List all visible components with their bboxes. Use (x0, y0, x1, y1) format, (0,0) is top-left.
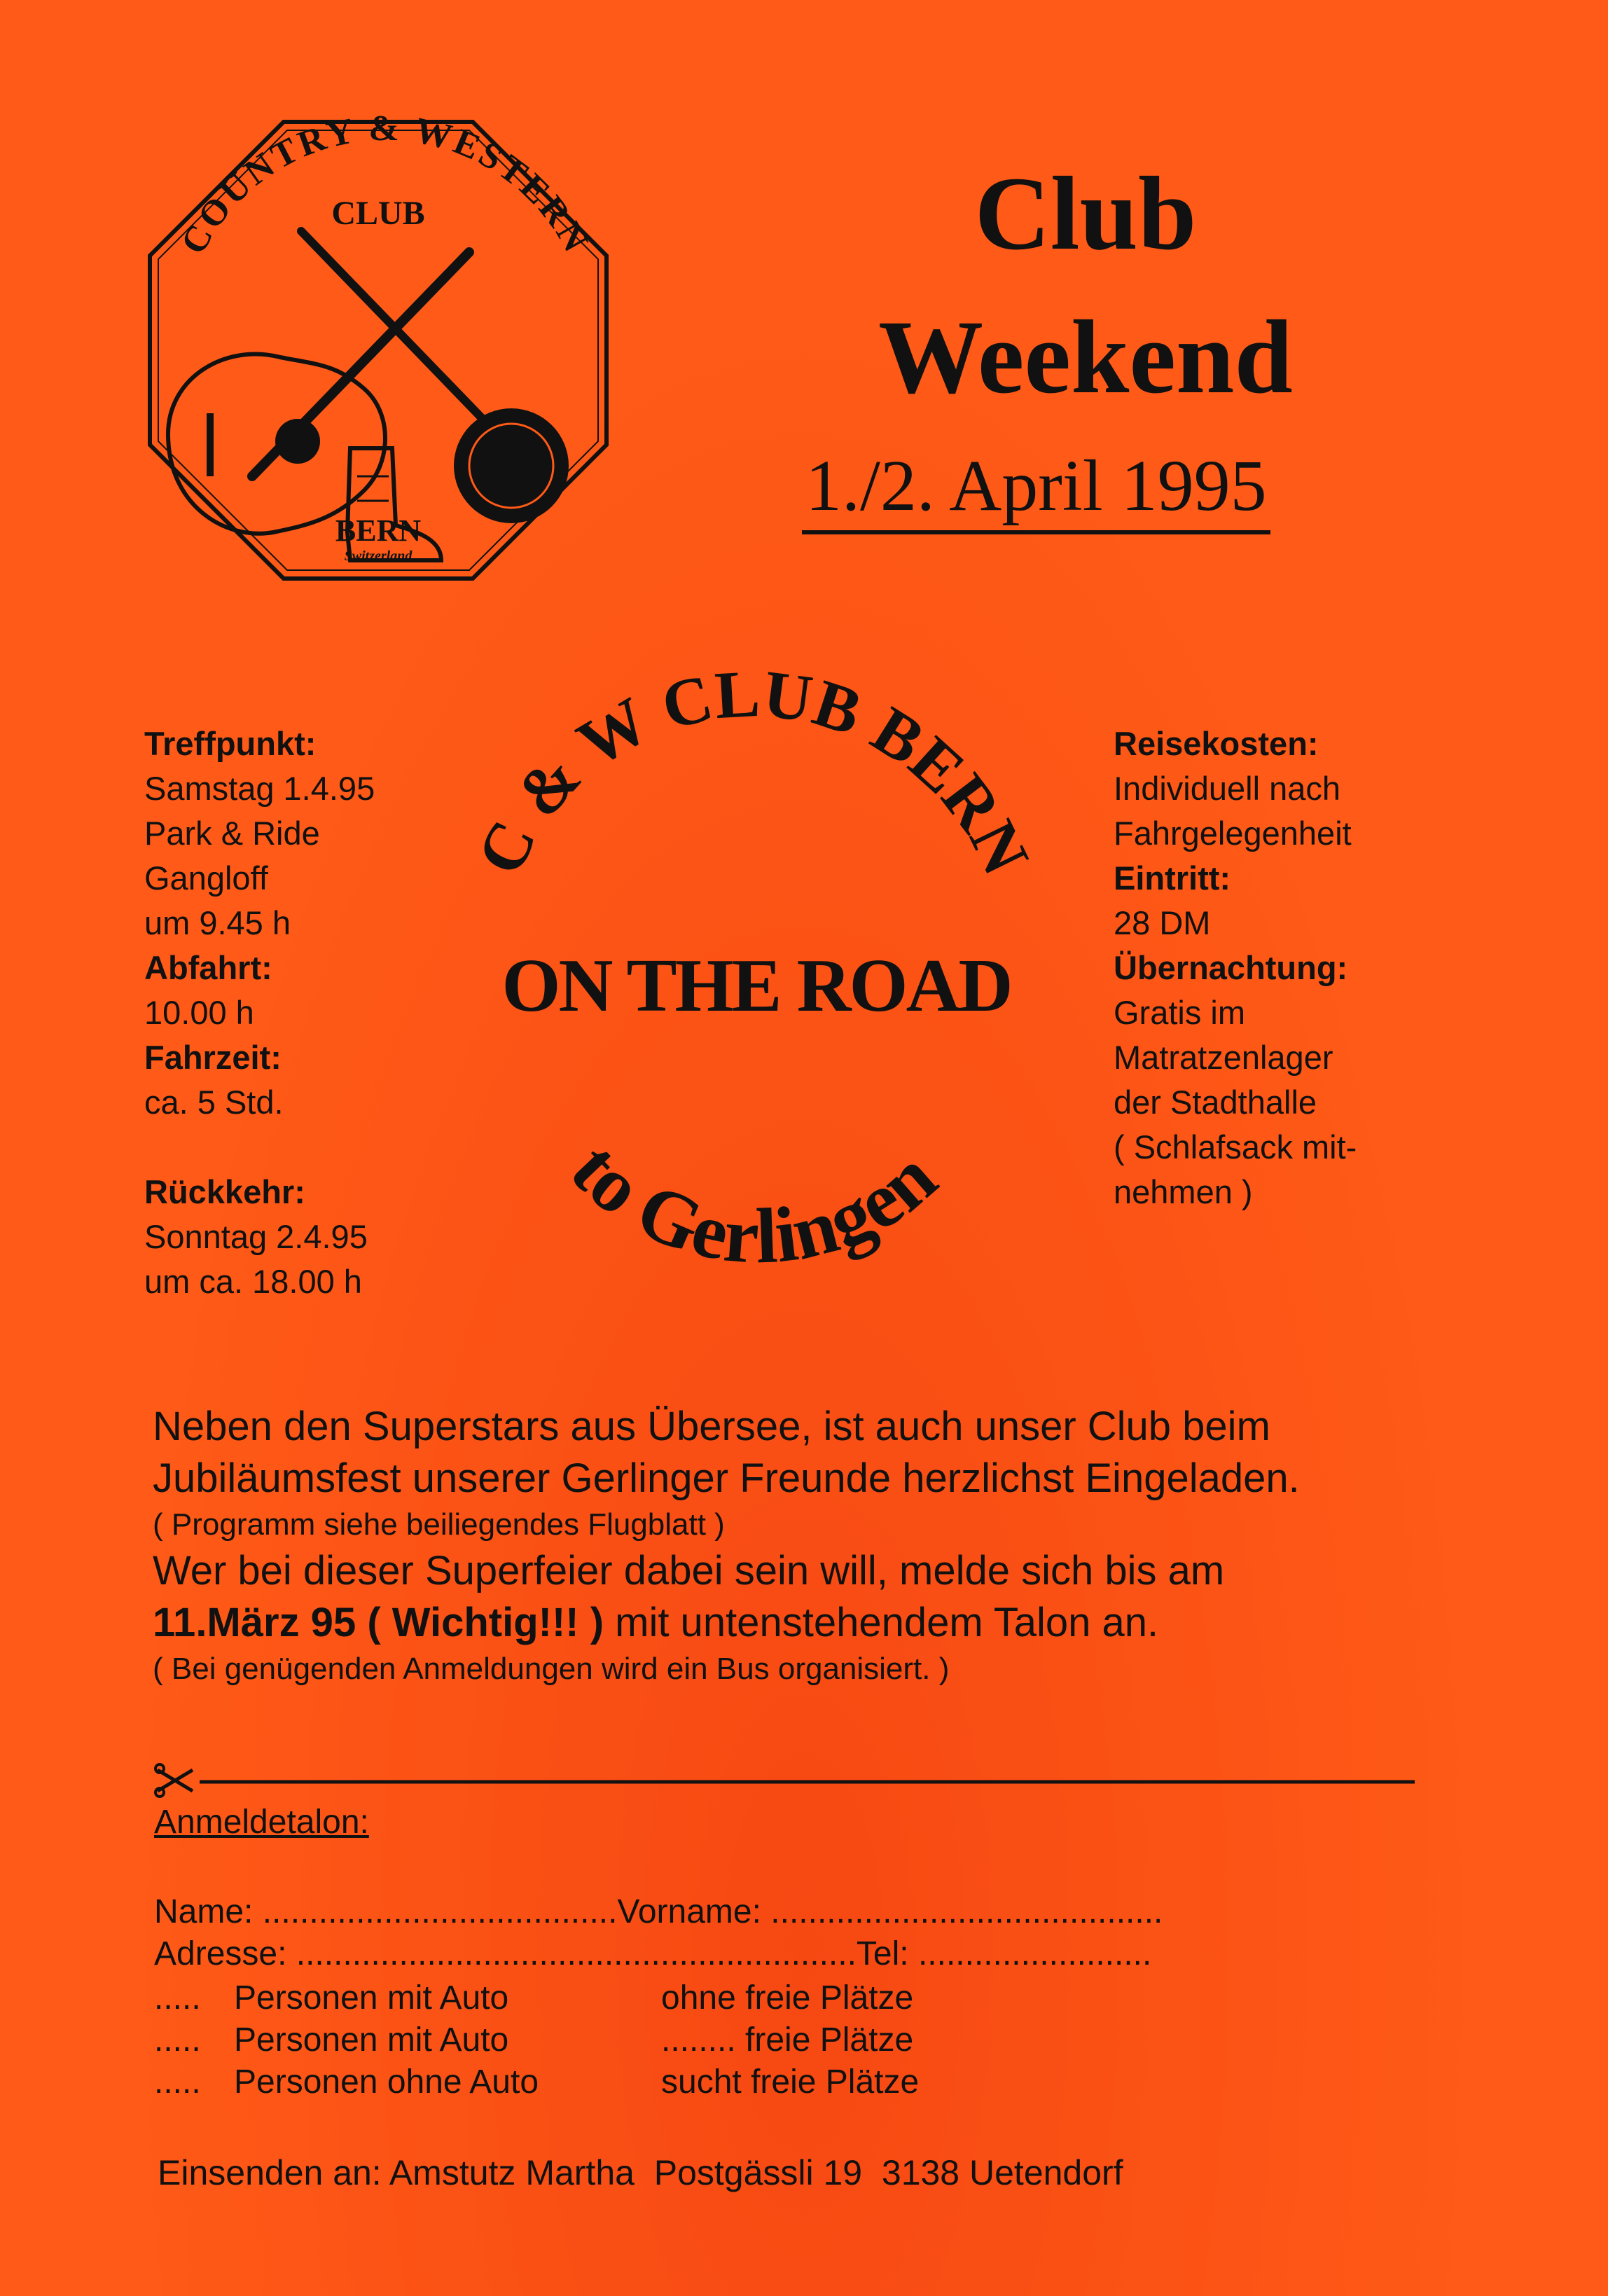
fahrzeit-value: ca. 5 Std. (144, 1084, 284, 1121)
count-blank[interactable]: ..... (154, 2021, 201, 2059)
talon-title: Anmeldetalon: (154, 1804, 369, 1841)
option-row[interactable] (154, 2019, 913, 2061)
treffpunkt-line: Park & Ride (144, 815, 320, 852)
body-note: ( Programm siehe beiliegendes Flugblatt ) (153, 1507, 725, 1542)
reisekosten-label: Reisekosten: (1114, 725, 1319, 762)
uebernachtung-line: nehmen ) (1114, 1173, 1253, 1210)
rueckkehr-line: um ca. 18.00 h (144, 1263, 362, 1300)
option-who: Personen mit Auto (234, 1979, 509, 2017)
treffpunkt-line: Samstag 1.4.95 (144, 770, 375, 807)
reisekosten-line: Fahrgelegenheit (1114, 815, 1352, 852)
emblem-center: ON THE ROAD (501, 944, 1011, 1028)
banjo-icon (454, 408, 569, 523)
right-info (1114, 721, 1478, 1215)
option-seats: sucht freie Plätze (661, 2063, 920, 2101)
treffpunkt-line: Gangloff (144, 859, 268, 897)
body-line: Wer bei dieser Superfeier dabei sein will, melde sich bis am (153, 1548, 1225, 1593)
treffpunkt-label: Treffpunkt: (144, 725, 317, 762)
rueckkehr-line: Sonntag 2.4.95 (144, 1218, 368, 1255)
title-line-2: Weekend (878, 299, 1293, 415)
svg-text:to Gerlingen (554, 1126, 952, 1280)
abfahrt-value: 10.00 h (144, 994, 254, 1031)
abfahrt-label: Abfahrt: (144, 949, 272, 986)
option-row[interactable] (154, 1977, 913, 2019)
invitation-text (153, 1401, 1518, 1689)
body-line: Jubiläumsfest unserer Gerlinger Freunde herzlichst Eingeladen. (153, 1455, 1300, 1501)
body-line: Neben den Superstars aus Übersee, ist auch unser Club beim (153, 1404, 1270, 1449)
option-row[interactable] (154, 2061, 919, 2103)
emblem-arc-bottom: to Gerlingen (554, 1126, 953, 1280)
option-who: Personen ohne Auto (234, 2063, 539, 2101)
uebernachtung-line: Gratis im (1114, 994, 1245, 1031)
logo-country: Switzerland (344, 548, 413, 564)
address-field-line[interactable]: Adresse: ............................................................Tel: ......................... (154, 1935, 1152, 1972)
count-blank[interactable]: ..... (154, 2063, 201, 2101)
acoustic-guitar-icon (168, 354, 385, 534)
uebernachtung-line: Matratzenlager (1114, 1039, 1333, 1076)
left-info (144, 721, 480, 1304)
uebernachtung-label: Übernachtung: (1114, 949, 1348, 986)
uebernachtung-line: der Stadthalle (1114, 1084, 1317, 1121)
title-line-1: Club (974, 155, 1197, 272)
body-line-deadline (153, 1597, 1518, 1649)
logo-top-text: COUNTRY & WESTERN (173, 112, 597, 261)
treffpunkt-line: um 9.45 h (144, 904, 291, 941)
eintritt-label: Eintritt: (1114, 859, 1231, 897)
send-to-address: Einsenden an: Amstutz Martha Postgässli 19 3138 Uetendorf (158, 2153, 1123, 2192)
uebernachtung-line: ( Schlafsack mit- (1114, 1128, 1357, 1166)
eintritt-value: 28 DM (1114, 904, 1211, 941)
name-field-line[interactable]: Name: ......................................Vorname: .......................................... (154, 1893, 1163, 1930)
option-who: Personen mit Auto (234, 2021, 509, 2059)
on-the-road-emblem (434, 665, 1079, 1310)
emblem-arc-top: C & W CLUB BERN (462, 665, 1044, 886)
fahrzeit-label: Fahrzeit: (144, 1039, 282, 1076)
svg-text:COUNTRY & WESTERN (174, 112, 597, 261)
body-note: ( Bei genügenden Anmeldungen wird ein Bus organisiert. ) (153, 1652, 950, 1686)
club-logo (140, 112, 616, 588)
logo-city: BERN (335, 513, 422, 548)
scissors-icon (155, 1764, 193, 1797)
cut-line (154, 1759, 1415, 1801)
rueckkehr-label: Rückkehr: (144, 1173, 305, 1210)
logo-club-text: CLUB (331, 195, 425, 232)
event-date: 1./2. April 1995 (802, 445, 1270, 534)
option-seats: ohne freie Plätze (661, 1979, 914, 2017)
option-seats: ........ freie Plätze (661, 2021, 914, 2059)
reisekosten-line: Individuell nach (1114, 770, 1340, 807)
body-line-rest: mit untenstehendem Talon an. (604, 1600, 1159, 1645)
svg-text:C & W CLUB BERN (462, 665, 1044, 885)
count-blank[interactable]: ..... (154, 1979, 201, 2017)
deadline: 11.März 95 ( Wichtig!!! ) (153, 1600, 604, 1645)
